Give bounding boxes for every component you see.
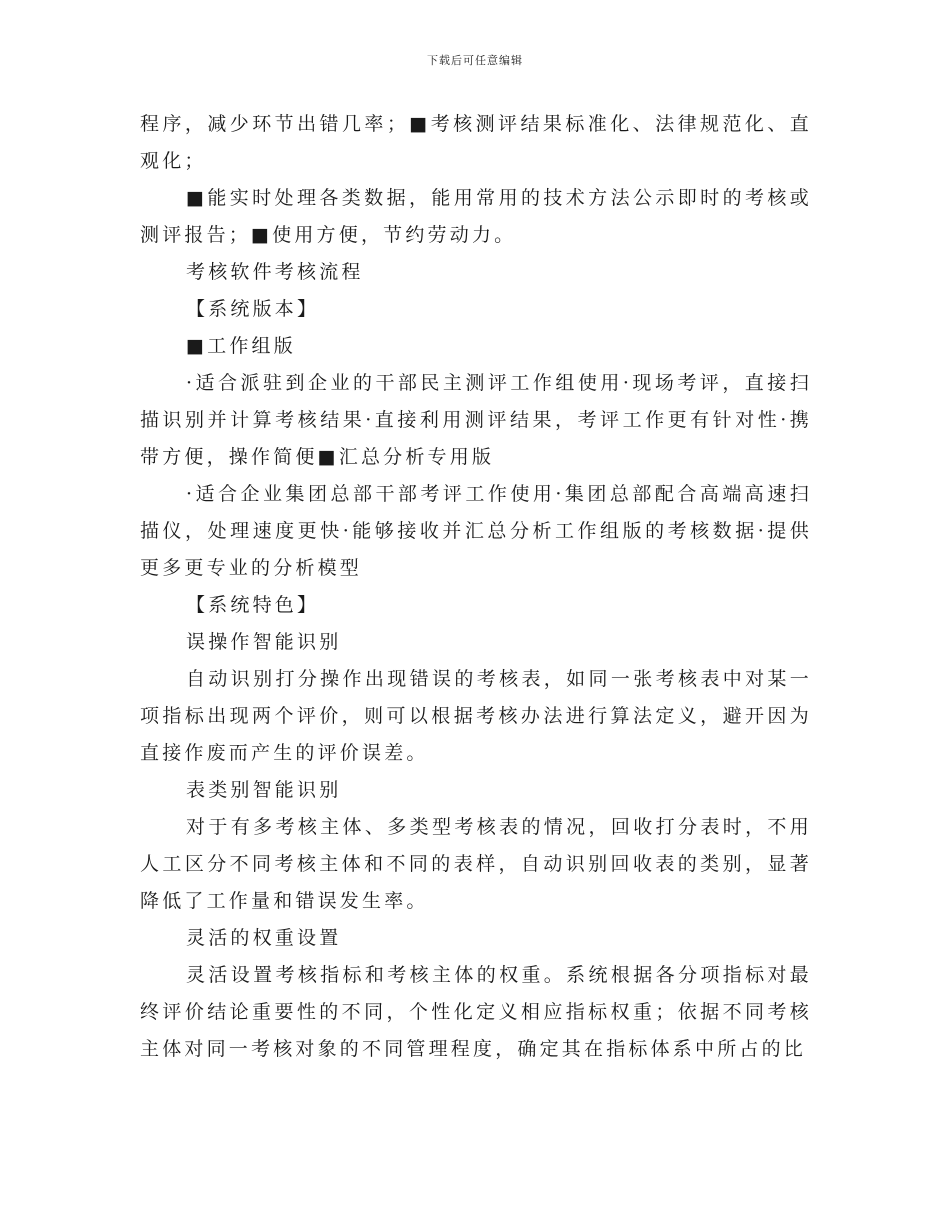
paragraph-summary-features: ·适合企业集团总部干部考评工作使用·集团总部配合高端高速扫描仪，处理速度更快·能够接收并汇总分析工作组版的考核数据·提供更多更专业的分析模型	[140, 483, 812, 579]
subheading-misoperation: 误操作智能识别	[186, 631, 342, 653]
subheading-workgroup-version: ■工作组版	[186, 335, 296, 357]
paragraph-2: ■能实时处理各类数据，能用常用的技术方法公示即时的考核或测评报告；■使用方便，节约劳动力。	[140, 187, 812, 246]
section-heading-versions: 【系统版本】	[186, 298, 320, 320]
section-heading-features: 【系统特色】	[186, 594, 320, 616]
paragraph-weights: 灵活设置考核指标和考核主体的权重。系统根据各分项指标对最终评价结论重要性的不同，个性化定义相应指标权重；依据不同考核主体对同一考核对象的不同管理程度，确定其在指标体系中所占的比	[140, 964, 812, 1060]
paragraph-workgroup-features: ·适合派驻到企业的干部民主测评工作组使用·现场考评，直接扫描识别并计算考核结果·直接利用测评结果，考评工作更有针对性·携带方便，操作简便■汇总分析专用版	[140, 372, 812, 468]
paragraph-misoperation: 自动识别打分操作出现错误的考核表，如同一张考核表中对某一项指标出现两个评价，则可以根据考核办法进行算法定义，避开因为直接作废而产生的评价误差。	[140, 668, 812, 764]
subheading-form-type: 表类别智能识别	[186, 779, 342, 801]
page-header-note: 下载后可任意编辑	[427, 54, 523, 67]
paragraph-1: 程序，减少环节出错几率；■考核测评结果标准化、法律规范化、直观化；	[140, 113, 812, 172]
paragraph-form-type: 对于有多考核主体、多类型考核表的情况，回收打分表时，不用人工区分不同考核主体和不同的表样，自动识别回收表的类别，显著降低了工作量和错误发生率。	[140, 816, 812, 912]
subheading-weights: 灵活的权重设置	[186, 927, 342, 949]
document-body	[140, 106, 812, 1068]
section-heading-process: 考核软件考核流程	[186, 261, 364, 283]
